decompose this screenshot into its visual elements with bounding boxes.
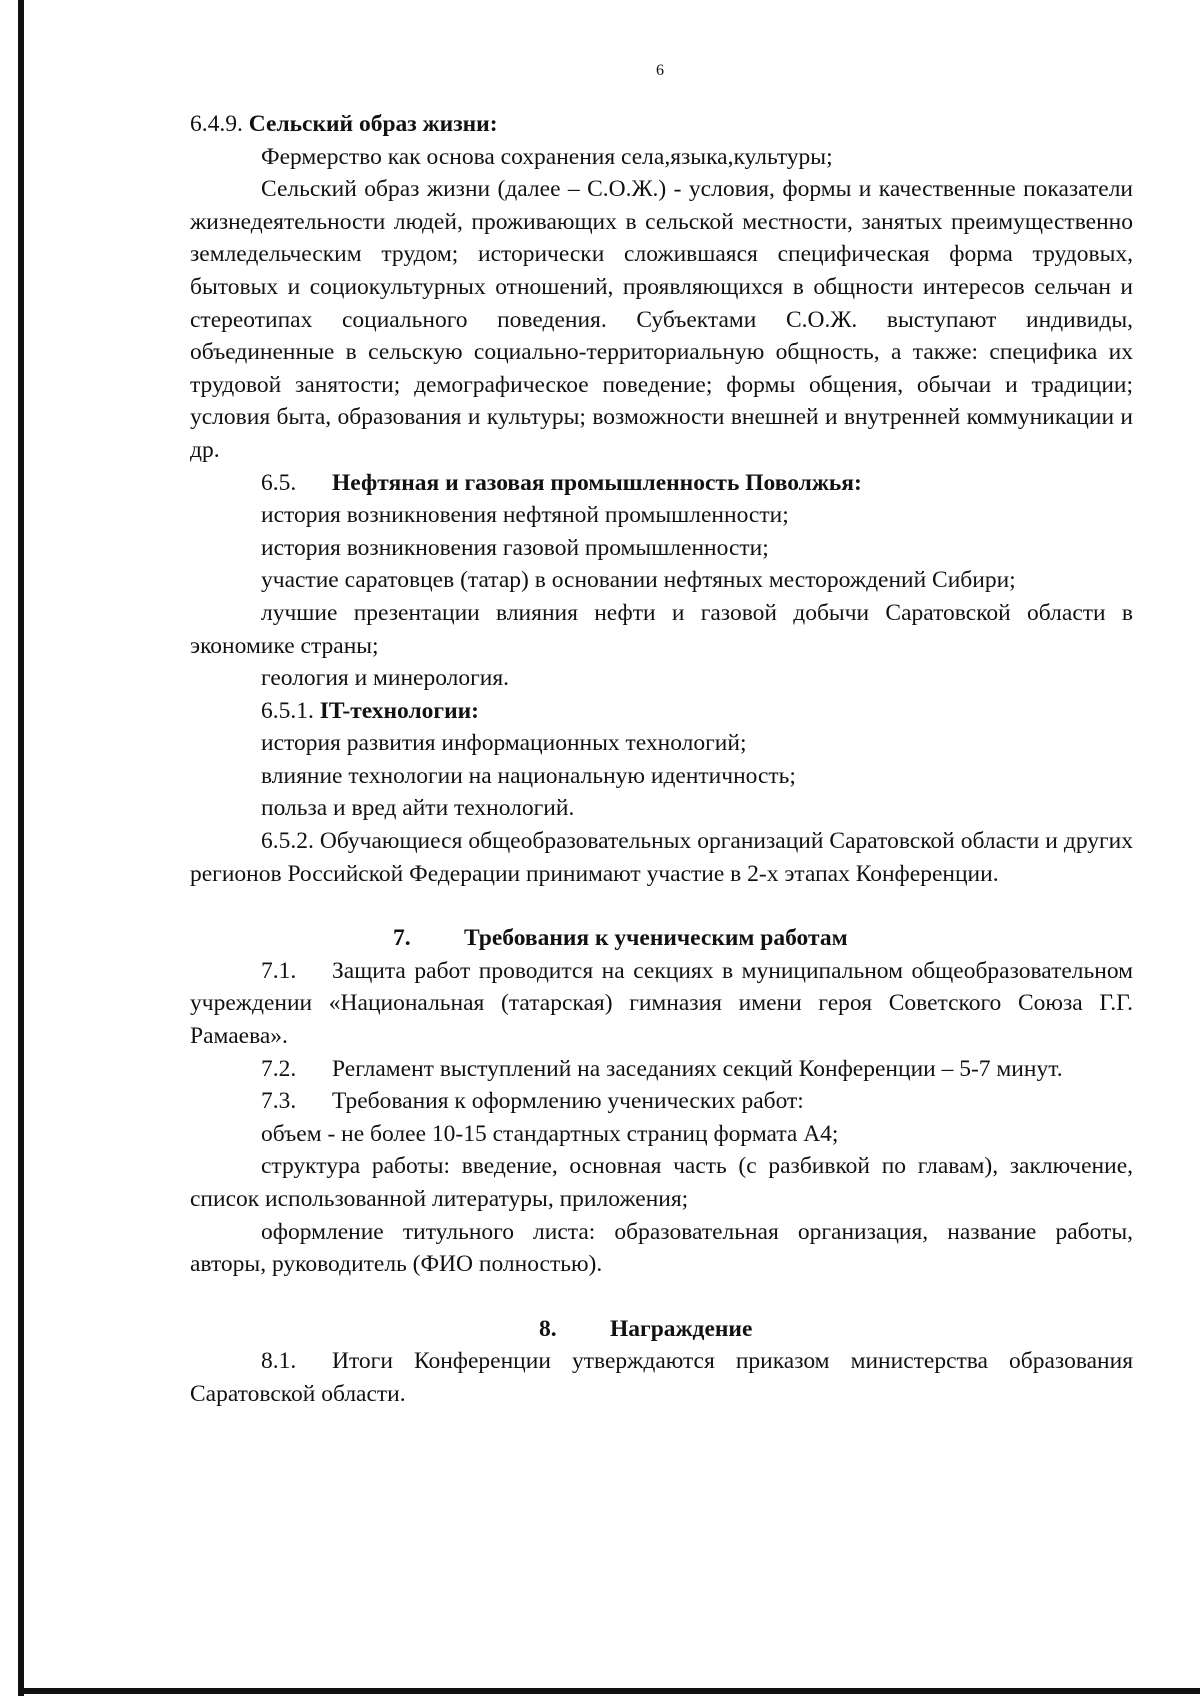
clause-number: 7.3. bbox=[261, 1088, 297, 1115]
list-item: польза и вред айти технологий. bbox=[261, 795, 575, 822]
section-6-4-9-heading bbox=[190, 108, 1133, 141]
list-item: структура работы: введение, основная часть (с разбивкой по главам), заключение, список использованной литературы, приложения; bbox=[190, 1153, 1133, 1212]
list-item: лучшие презентации влияния нефти и газовой добычи Саратовской области в экономике страны; bbox=[190, 599, 1133, 659]
list-item: участие саратовцев (татар) в основании нефтяных месторождений Сибири; bbox=[261, 567, 1016, 594]
section-title: Награждение bbox=[610, 1315, 753, 1342]
list-item: влияние технологии на национальную идентичность; bbox=[261, 762, 796, 789]
list-item: геология и минерология. bbox=[261, 665, 510, 692]
clause-number: 7.2. bbox=[261, 1055, 297, 1082]
list-item: история развития информационных технологий; bbox=[261, 730, 747, 757]
section-number: 6.4.9. bbox=[190, 111, 243, 137]
paragraph: Сельский образ жизни (далее – С.О.Ж.) - условия, формы и качественные показатели жизнедеятельности людей, проживающих в сельской местности, занятых преимущественно земледельческим трудом; исторически сложившаяся специфическая форма трудовых, бытовых и социокультурных отношений, проявляющихся в общности интересов сельчан и стереотипах социального поведения. Субъектами С.О.Ж. выступают индивиды, объединенные в сельскую социально-территориальную общность, а также: специфика их трудовой занятости; демографическое поведение; формы общения, обычаи и традиции; условия быта, образования и культуры; возможности внешней и внутренней коммуникации и др. bbox=[190, 176, 1133, 463]
clause-number: 8.1. bbox=[261, 1348, 297, 1375]
clause-text: Защита работ проводится на секциях в муниципальном общеобразовательном учреждении «Национальная (татарская) гимназия имени героя Советского Союза Г.Г. Рамаева». bbox=[190, 957, 1133, 1050]
list-item: оформление титульного листа: образовательная организация, название работы, авторы, руководитель (ФИО полностью). bbox=[190, 1218, 1133, 1278]
paragraph-7-1 bbox=[190, 955, 1133, 1053]
section-number: 8. bbox=[539, 1315, 557, 1342]
section-7-heading bbox=[190, 922, 1133, 955]
paragraph: 6.5.2. Обучающиеся общеобразовательных организаций Саратовской области и других регионов Российской Федерации принимают участие в 2-х этапах Конференции. bbox=[190, 828, 1133, 887]
clause-text: Итоги Конференции утверждаются приказом министерства образования Саратовской области. bbox=[190, 1348, 1133, 1407]
section-number: 6.5.1. bbox=[261, 697, 314, 724]
page-number: 6 bbox=[656, 62, 664, 79]
clause-number: 7.1. bbox=[261, 957, 297, 984]
section-number: 7. bbox=[393, 925, 411, 952]
list-item: история возникновения нефтяной промышленности; bbox=[261, 502, 789, 529]
section-title: Требования к ученическим работам bbox=[464, 925, 848, 952]
paragraph-7-2 bbox=[190, 1053, 1133, 1086]
clause-text: Требования к оформлению ученических работ: bbox=[332, 1088, 804, 1115]
section-title: IT-технологии: bbox=[319, 697, 479, 724]
list-item: объем - не более 10-15 стандартных страниц формата А4; bbox=[261, 1120, 839, 1147]
section-number: 6.5. bbox=[261, 469, 297, 496]
clause-text: Регламент выступлений на заседаниях секций Конференции – 5-7 минут. bbox=[332, 1055, 1063, 1082]
paragraph-7-3 bbox=[190, 1085, 1133, 1118]
section-6-5-1-heading bbox=[190, 695, 1133, 728]
list-item: история возникновения газовой промышленности; bbox=[261, 534, 769, 561]
document-body bbox=[190, 108, 1133, 1411]
paragraph-8-1 bbox=[190, 1345, 1133, 1410]
section-title: Нефтяная и газовая промышленность Поволжья: bbox=[332, 469, 862, 496]
section-8-heading bbox=[190, 1313, 1133, 1346]
scan-edge-left bbox=[18, 0, 24, 1696]
section-6-5-heading bbox=[190, 467, 1133, 500]
scan-edge-bottom bbox=[18, 1688, 1200, 1694]
section-title: Сельский образ жизни: bbox=[248, 111, 498, 137]
paragraph: Фермерство как основа сохранения села,языка,культуры; bbox=[261, 143, 833, 170]
